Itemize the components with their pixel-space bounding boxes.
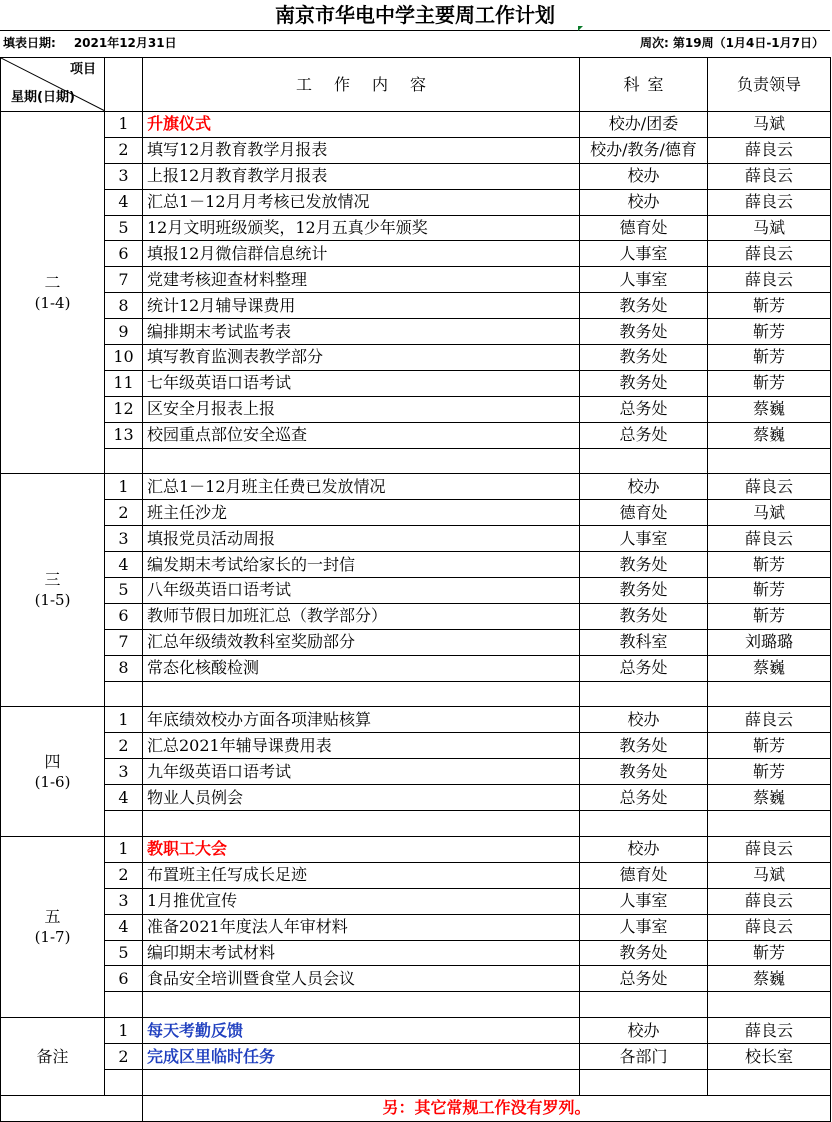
task-content: 汇总1－12月班主任费已发放情况 xyxy=(143,474,580,500)
task-row xyxy=(1,137,831,163)
task-number xyxy=(105,811,143,837)
task-content: 班主任沙龙 xyxy=(143,500,580,526)
task-leader: 蔡巍 xyxy=(708,396,831,422)
task-leader: 靳芳 xyxy=(708,345,831,371)
task-leader: 薛良云 xyxy=(708,888,831,914)
task-number: 1 xyxy=(105,1018,143,1044)
task-number xyxy=(105,681,143,707)
task-leader: 薛良云 xyxy=(708,137,831,163)
task-content: 汇总1－12月月考核已发放情况 xyxy=(143,189,580,215)
task-content: 九年级英语口语考试 xyxy=(143,759,580,785)
header-num-cell xyxy=(105,58,143,112)
task-number: 10 xyxy=(105,345,143,371)
task-leader: 薛良云 xyxy=(708,707,831,733)
task-content: 升旗仪式 xyxy=(143,112,580,138)
task-number: 13 xyxy=(105,422,143,448)
task-leader: 马斌 xyxy=(708,215,831,241)
task-row xyxy=(1,707,831,733)
task-leader: 马斌 xyxy=(708,862,831,888)
day-label: 二 xyxy=(44,272,61,292)
task-department: 德育处 xyxy=(580,500,708,526)
task-number: 3 xyxy=(105,759,143,785)
task-number: 2 xyxy=(105,500,143,526)
header-corner-cell xyxy=(1,58,105,112)
task-department: 教务处 xyxy=(580,759,708,785)
task-content: 汇总2021年辅导课费用表 xyxy=(143,733,580,759)
task-content xyxy=(143,811,580,837)
task-leader: 薛良云 xyxy=(708,267,831,293)
task-number: 2 xyxy=(105,137,143,163)
task-leader: 靳芳 xyxy=(708,370,831,396)
task-content: 每天考勤反馈 xyxy=(143,1018,580,1044)
task-number: 4 xyxy=(105,189,143,215)
task-leader: 靳芳 xyxy=(708,759,831,785)
task-leader: 靳芳 xyxy=(708,603,831,629)
task-content: 填报党员活动周报 xyxy=(143,526,580,552)
fill-date-row xyxy=(3,31,177,56)
task-content: 党建考核迎查材料整理 xyxy=(143,267,580,293)
task-department: 人事室 xyxy=(580,888,708,914)
task-row xyxy=(1,655,831,681)
task-leader: 薛良云 xyxy=(708,914,831,940)
task-leader: 靳芳 xyxy=(708,578,831,604)
task-leader: 薛良云 xyxy=(708,474,831,500)
task-number: 4 xyxy=(105,785,143,811)
task-row xyxy=(1,552,831,578)
task-row xyxy=(1,940,831,966)
task-number: 5 xyxy=(105,215,143,241)
task-department xyxy=(580,681,708,707)
task-number: 2 xyxy=(105,1044,143,1070)
task-row xyxy=(1,681,831,707)
task-row xyxy=(1,345,831,371)
task-row xyxy=(1,215,831,241)
task-number: 3 xyxy=(105,163,143,189)
day-label: 五 xyxy=(44,907,61,927)
task-department xyxy=(580,992,708,1018)
fill-date-value: 2021年12月31日 xyxy=(73,36,177,50)
task-content: 食品安全培训暨食堂人员会议 xyxy=(143,966,580,992)
day-date-range: (1-6) xyxy=(34,772,71,791)
task-content: 编排期末考试监考表 xyxy=(143,319,580,345)
task-leader: 薛良云 xyxy=(708,1018,831,1044)
task-row xyxy=(1,319,831,345)
task-number: 1 xyxy=(105,112,143,138)
task-row xyxy=(1,396,831,422)
day-date-range: (1-5) xyxy=(34,591,71,610)
task-leader: 靳芳 xyxy=(708,293,831,319)
task-leader: 薛良云 xyxy=(708,163,831,189)
day-label: 四 xyxy=(44,751,61,771)
task-number xyxy=(105,1069,143,1095)
task-row xyxy=(1,500,831,526)
task-content: 完成区里临时任务 xyxy=(143,1044,580,1070)
task-content xyxy=(143,992,580,1018)
task-row xyxy=(1,733,831,759)
task-row xyxy=(1,241,831,267)
task-department xyxy=(580,1069,708,1095)
task-row xyxy=(1,578,831,604)
day-label: 三 xyxy=(44,570,61,590)
task-leader xyxy=(708,681,831,707)
task-content: 12月文明班级颁奖，12月五真少年颁奖 xyxy=(143,215,580,241)
day-date-range: (1-4) xyxy=(34,293,71,312)
task-row xyxy=(1,966,831,992)
task-department xyxy=(580,448,708,474)
task-leader: 蔡巍 xyxy=(708,655,831,681)
task-content: 填报12月微信群信息统计 xyxy=(143,241,580,267)
task-department: 校办/团委 xyxy=(580,112,708,138)
day-cell xyxy=(1,707,105,836)
task-department: 校办 xyxy=(580,836,708,862)
task-number: 1 xyxy=(105,474,143,500)
task-department: 教科室 xyxy=(580,629,708,655)
task-department: 教务处 xyxy=(580,578,708,604)
task-leader: 靳芳 xyxy=(708,319,831,345)
task-content xyxy=(143,448,580,474)
task-department: 总务处 xyxy=(580,422,708,448)
task-leader: 薛良云 xyxy=(708,241,831,267)
task-number: 6 xyxy=(105,966,143,992)
task-number: 1 xyxy=(105,836,143,862)
task-content: 填写12月教育教学月报表 xyxy=(143,137,580,163)
task-content: 教师节假日加班汇总（教学部分） xyxy=(143,603,580,629)
task-leader: 蔡巍 xyxy=(708,422,831,448)
task-department: 校办 xyxy=(580,474,708,500)
task-leader: 薛良云 xyxy=(708,189,831,215)
task-content: 区安全月报表上报 xyxy=(143,396,580,422)
task-row xyxy=(1,914,831,940)
task-leader: 校长室 xyxy=(708,1044,831,1070)
task-content: 统计12月辅导课费用 xyxy=(143,293,580,319)
task-row xyxy=(1,785,831,811)
task-content: 准备2021年度法人年审材料 xyxy=(143,914,580,940)
task-content: 八年级英语口语考试 xyxy=(143,578,580,604)
task-number: 2 xyxy=(105,862,143,888)
task-number: 4 xyxy=(105,552,143,578)
task-number: 7 xyxy=(105,267,143,293)
task-row xyxy=(1,422,831,448)
task-leader: 马斌 xyxy=(708,112,831,138)
week-info: 周次: 第19周（1月4日-1月7日） xyxy=(639,36,824,50)
task-number xyxy=(105,448,143,474)
task-row xyxy=(1,474,831,500)
task-row xyxy=(1,267,831,293)
task-department: 人事室 xyxy=(580,914,708,940)
day-cell xyxy=(1,112,105,474)
task-department: 人事室 xyxy=(580,526,708,552)
task-number: 7 xyxy=(105,629,143,655)
header-corner-top: 项目 xyxy=(69,62,96,77)
schedule-table xyxy=(0,57,831,1122)
task-number: 2 xyxy=(105,733,143,759)
task-number: 6 xyxy=(105,241,143,267)
footer-row xyxy=(1,1095,831,1121)
task-department: 总务处 xyxy=(580,785,708,811)
task-department: 教务处 xyxy=(580,603,708,629)
task-number: 3 xyxy=(105,526,143,552)
task-number: 6 xyxy=(105,603,143,629)
task-content: 校园重点部位安全巡查 xyxy=(143,422,580,448)
task-leader xyxy=(708,811,831,837)
task-department: 校办 xyxy=(580,1018,708,1044)
task-number xyxy=(105,992,143,1018)
task-number: 11 xyxy=(105,370,143,396)
task-leader: 薛良云 xyxy=(708,836,831,862)
task-leader xyxy=(708,448,831,474)
task-leader: 靳芳 xyxy=(708,940,831,966)
task-department: 总务处 xyxy=(580,396,708,422)
task-department: 人事室 xyxy=(580,241,708,267)
task-department: 人事室 xyxy=(580,267,708,293)
task-leader: 靳芳 xyxy=(708,552,831,578)
task-number: 4 xyxy=(105,914,143,940)
task-department: 总务处 xyxy=(580,966,708,992)
task-row xyxy=(1,293,831,319)
task-number: 8 xyxy=(105,293,143,319)
day-date-range: (1-7) xyxy=(34,928,71,947)
task-number: 12 xyxy=(105,396,143,422)
task-leader xyxy=(708,1069,831,1095)
task-content: 上报12月教育教学月报表 xyxy=(143,163,580,189)
task-content: 汇总年级绩效教科室奖励部分 xyxy=(143,629,580,655)
task-department: 教务处 xyxy=(580,940,708,966)
task-row xyxy=(1,603,831,629)
task-number: 8 xyxy=(105,655,143,681)
day-cell xyxy=(1,474,105,707)
task-content: 填写教育监测表教学部分 xyxy=(143,345,580,371)
task-number: 5 xyxy=(105,578,143,604)
task-row xyxy=(1,992,831,1018)
footer-note: 另：其它常规工作没有罗列。 xyxy=(143,1095,831,1121)
task-number: 9 xyxy=(105,319,143,345)
header-corner-bottom: 星期(日期) xyxy=(11,90,75,105)
task-content: 年底绩效校办方面各项津贴核算 xyxy=(143,707,580,733)
task-department: 校办 xyxy=(580,189,708,215)
task-leader: 蔡巍 xyxy=(708,785,831,811)
task-department: 校办/教务/德育 xyxy=(580,137,708,163)
plan-title: 南京市华电中学主要周工作计划 xyxy=(0,0,830,31)
header-dept: 科室 xyxy=(580,58,708,112)
task-row xyxy=(1,112,831,138)
task-department: 教务处 xyxy=(580,345,708,371)
task-row xyxy=(1,836,831,862)
task-row xyxy=(1,811,831,837)
task-department: 德育处 xyxy=(580,862,708,888)
task-content: 1月推优宣传 xyxy=(143,888,580,914)
header-content: 工作内容 xyxy=(143,58,580,112)
task-leader: 蔡巍 xyxy=(708,966,831,992)
task-row xyxy=(1,189,831,215)
task-row xyxy=(1,370,831,396)
task-content xyxy=(143,1069,580,1095)
task-row xyxy=(1,1044,831,1070)
task-leader: 刘璐璐 xyxy=(708,629,831,655)
task-content: 编发期末考试给家长的一封信 xyxy=(143,552,580,578)
day-cell xyxy=(1,836,105,1017)
task-row xyxy=(1,888,831,914)
task-row xyxy=(1,862,831,888)
task-row xyxy=(1,1069,831,1095)
day-label: 备注 xyxy=(36,1046,69,1066)
task-leader xyxy=(708,992,831,1018)
task-content: 常态化核酸检测 xyxy=(143,655,580,681)
task-department: 总务处 xyxy=(580,655,708,681)
task-content: 教职工大会 xyxy=(143,836,580,862)
task-row xyxy=(1,163,831,189)
task-row xyxy=(1,629,831,655)
day-cell xyxy=(1,1018,105,1096)
task-number: 1 xyxy=(105,707,143,733)
task-content: 七年级英语口语考试 xyxy=(143,370,580,396)
task-department xyxy=(580,811,708,837)
header-row xyxy=(1,58,831,112)
task-department: 德育处 xyxy=(580,215,708,241)
task-row xyxy=(1,1018,831,1044)
task-department: 教务处 xyxy=(580,293,708,319)
task-row xyxy=(1,526,831,552)
task-number: 5 xyxy=(105,940,143,966)
task-leader: 薛良云 xyxy=(708,526,831,552)
header-leader: 负责领导 xyxy=(708,58,831,112)
task-department: 教务处 xyxy=(580,370,708,396)
task-content: 布置班主任写成长足迹 xyxy=(143,862,580,888)
task-content: 编印期末考试材料 xyxy=(143,940,580,966)
task-leader: 靳芳 xyxy=(708,733,831,759)
task-department: 教务处 xyxy=(580,552,708,578)
task-number: 3 xyxy=(105,888,143,914)
task-department: 校办 xyxy=(580,707,708,733)
task-row xyxy=(1,759,831,785)
task-content: 物业人员例会 xyxy=(143,785,580,811)
task-content xyxy=(143,681,580,707)
task-leader: 马斌 xyxy=(708,500,831,526)
task-department: 教务处 xyxy=(580,733,708,759)
task-department: 各部门 xyxy=(580,1044,708,1070)
task-row xyxy=(1,448,831,474)
fill-date-label: 填表日期: xyxy=(3,36,56,50)
task-department: 教务处 xyxy=(580,319,708,345)
task-department: 校办 xyxy=(580,163,708,189)
cell-comment-marker xyxy=(578,26,583,31)
footer-blank-cell xyxy=(1,1095,143,1121)
